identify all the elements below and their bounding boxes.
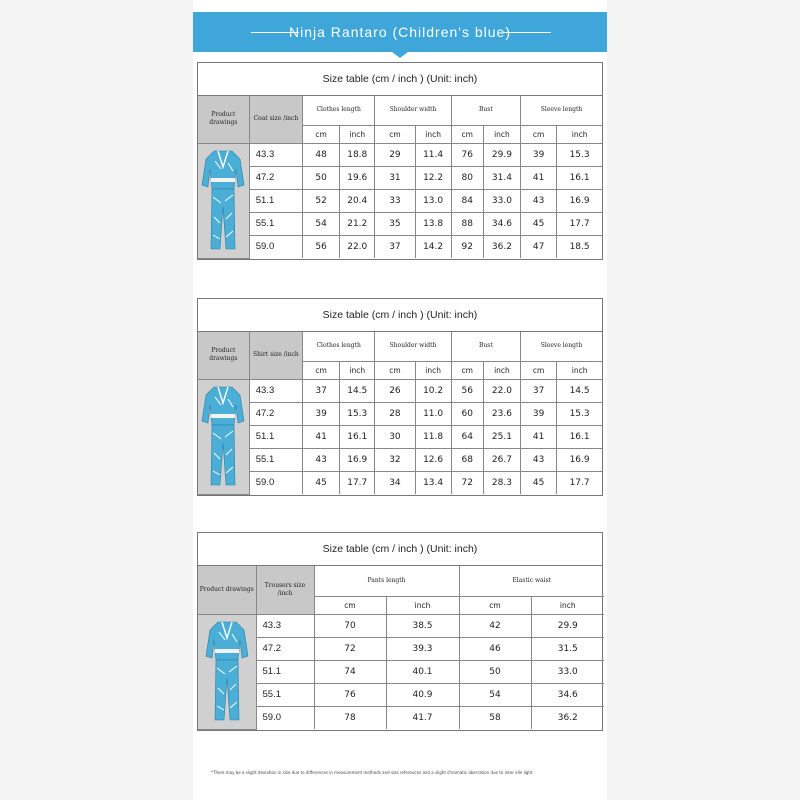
table-cell: 26.7 bbox=[483, 448, 520, 471]
size-value: 47.2 bbox=[249, 166, 302, 189]
title-banner bbox=[193, 12, 607, 52]
table-cell: 37 bbox=[302, 379, 339, 402]
table-cell: 64 bbox=[451, 425, 483, 448]
table-cell: 54 bbox=[302, 212, 339, 235]
table-cell: 11.8 bbox=[415, 425, 451, 448]
unit-header: cm bbox=[302, 125, 339, 143]
table-cell: 88 bbox=[451, 212, 483, 235]
unit-header: inch bbox=[415, 125, 451, 143]
table-cell: 16.9 bbox=[557, 448, 602, 471]
unit-header: inch bbox=[557, 361, 602, 379]
table-cell: 26 bbox=[375, 379, 415, 402]
table-cell: 54 bbox=[459, 683, 531, 706]
size-value: 51.1 bbox=[249, 189, 302, 212]
ninja-costume-icon bbox=[198, 379, 249, 494]
table-cell: 30 bbox=[375, 425, 415, 448]
ninja-costume-icon bbox=[198, 143, 249, 258]
table-cell: 14.5 bbox=[557, 379, 602, 402]
table-cell: 16.9 bbox=[340, 448, 375, 471]
table-cell: 52 bbox=[302, 189, 339, 212]
table-cell: 60 bbox=[451, 402, 483, 425]
table-cell: 41.7 bbox=[386, 706, 459, 729]
size-value: 47.2 bbox=[256, 637, 314, 660]
table-cell: 47 bbox=[521, 235, 557, 258]
table-cell: 43 bbox=[302, 448, 339, 471]
table-cell: 41 bbox=[302, 425, 339, 448]
table-cell: 23.6 bbox=[483, 402, 520, 425]
table-cell: 22.0 bbox=[483, 379, 520, 402]
ninja-costume-icon bbox=[200, 145, 246, 255]
group-header: Pants length bbox=[314, 566, 459, 596]
table-title: Size table (cm / inch ) (Unit: inch) bbox=[198, 63, 602, 96]
table-cell: 72 bbox=[451, 471, 483, 494]
table-cell: 15.3 bbox=[340, 402, 375, 425]
table-cell: 39 bbox=[521, 402, 557, 425]
unit-header: inch bbox=[531, 596, 604, 614]
group-header: Shoulder width bbox=[375, 96, 451, 125]
table-cell: 48 bbox=[302, 143, 339, 166]
footnote: *There may be a slight deviation in size due to differences in measurement methods and size references and a slight chromatic aberration due to inter elle light bbox=[211, 770, 533, 775]
table-cell: 31.5 bbox=[531, 637, 604, 660]
table-cell: 37 bbox=[521, 379, 557, 402]
unit-header: cm bbox=[375, 361, 415, 379]
table-cell: 17.7 bbox=[340, 471, 375, 494]
table-cell: 39.3 bbox=[386, 637, 459, 660]
table-cell: 34.6 bbox=[483, 212, 520, 235]
table-cell: 84 bbox=[451, 189, 483, 212]
unit-header: cm bbox=[459, 596, 531, 614]
table-cell: 18.8 bbox=[340, 143, 375, 166]
table-cell: 43 bbox=[521, 189, 557, 212]
table-cell: 15.3 bbox=[557, 402, 602, 425]
table-cell: 36.2 bbox=[483, 235, 520, 258]
table-cell: 34.6 bbox=[531, 683, 604, 706]
table-cell: 45 bbox=[521, 212, 557, 235]
size-value: 55.1 bbox=[249, 448, 302, 471]
size-value: 43.3 bbox=[256, 614, 314, 637]
table-cell: 25.1 bbox=[483, 425, 520, 448]
group-header: Shoulder width bbox=[375, 332, 451, 361]
table-cell: 42 bbox=[459, 614, 531, 637]
table-cell: 34 bbox=[375, 471, 415, 494]
unit-header: inch bbox=[557, 125, 602, 143]
table-cell: 29.9 bbox=[483, 143, 520, 166]
table-cell: 33.0 bbox=[483, 189, 520, 212]
product-drawings-header: Product drawings bbox=[198, 332, 249, 379]
size-chart-page bbox=[193, 0, 607, 800]
unit-header: cm bbox=[302, 361, 339, 379]
table-cell: 39 bbox=[521, 143, 557, 166]
table-cell: 28 bbox=[375, 402, 415, 425]
group-header: Bust bbox=[451, 96, 520, 125]
table-cell: 50 bbox=[302, 166, 339, 189]
table-cell: 37 bbox=[375, 235, 415, 258]
table-cell: 38.5 bbox=[386, 614, 459, 637]
unit-header: inch bbox=[415, 361, 451, 379]
size-header: Shirt size /inch bbox=[249, 332, 302, 379]
size-value: 51.1 bbox=[256, 660, 314, 683]
table-cell: 29.9 bbox=[531, 614, 604, 637]
table-title: Size table (cm / inch ) (Unit: inch) bbox=[198, 299, 602, 332]
unit-header: inch bbox=[340, 361, 375, 379]
table-cell: 45 bbox=[302, 471, 339, 494]
table-cell: 22.0 bbox=[340, 235, 375, 258]
table-cell: 56 bbox=[451, 379, 483, 402]
table-cell: 17.7 bbox=[557, 212, 602, 235]
table-cell: 76 bbox=[314, 683, 386, 706]
unit-header: cm bbox=[521, 361, 557, 379]
table-cell: 16.9 bbox=[557, 189, 602, 212]
product-drawings-header: Product drawings bbox=[198, 96, 249, 143]
table-cell: 40.1 bbox=[386, 660, 459, 683]
group-header: Sleeve length bbox=[521, 96, 602, 125]
table-cell: 13.8 bbox=[415, 212, 451, 235]
table-cell: 80 bbox=[451, 166, 483, 189]
table-cell: 19.6 bbox=[340, 166, 375, 189]
unit-header: cm bbox=[375, 125, 415, 143]
table-cell: 43 bbox=[521, 448, 557, 471]
table-title: Size table (cm / inch ) (Unit: inch) bbox=[198, 533, 602, 566]
ninja-costume-icon bbox=[202, 616, 252, 726]
table-cell: 72 bbox=[314, 637, 386, 660]
trousers-size-table bbox=[197, 532, 603, 731]
table-cell: 32 bbox=[375, 448, 415, 471]
group-header: Clothes length bbox=[302, 96, 374, 125]
size-value: 43.3 bbox=[249, 143, 302, 166]
unit-header: inch bbox=[386, 596, 459, 614]
ninja-costume-icon bbox=[198, 614, 256, 729]
table-cell: 29 bbox=[375, 143, 415, 166]
table-cell: 68 bbox=[451, 448, 483, 471]
table-cell: 46 bbox=[459, 637, 531, 660]
table-cell: 16.1 bbox=[557, 425, 602, 448]
table-cell: 36.2 bbox=[531, 706, 604, 729]
table-cell: 35 bbox=[375, 212, 415, 235]
product-drawings-header: Product drawings bbox=[198, 566, 256, 614]
unit-header: cm bbox=[451, 361, 483, 379]
size-value: 59.0 bbox=[256, 706, 314, 729]
size-value: 59.0 bbox=[249, 235, 302, 258]
table-cell: 56 bbox=[302, 235, 339, 258]
table-cell: 78 bbox=[314, 706, 386, 729]
group-header: Elastic waist bbox=[459, 566, 604, 596]
unit-header: inch bbox=[340, 125, 375, 143]
table-cell: 16.1 bbox=[340, 425, 375, 448]
size-header: Coat size /inch bbox=[249, 96, 302, 143]
group-header: Sleeve length bbox=[521, 332, 602, 361]
banner-title: Ninja Rantaro (Children's blue) bbox=[289, 24, 511, 40]
table-cell: 11.0 bbox=[415, 402, 451, 425]
group-header: Bust bbox=[451, 332, 520, 361]
unit-header: cm bbox=[521, 125, 557, 143]
table-cell: 12.6 bbox=[415, 448, 451, 471]
size-value: 59.0 bbox=[249, 471, 302, 494]
table-cell: 13.4 bbox=[415, 471, 451, 494]
table-cell: 28.3 bbox=[483, 471, 520, 494]
shirt-size-table bbox=[197, 298, 603, 496]
table-cell: 74 bbox=[314, 660, 386, 683]
table-cell: 70 bbox=[314, 614, 386, 637]
unit-header: cm bbox=[451, 125, 483, 143]
table-cell: 17.7 bbox=[557, 471, 602, 494]
table-cell: 40.9 bbox=[386, 683, 459, 706]
table-cell: 13.0 bbox=[415, 189, 451, 212]
size-header: Trousers size /inch bbox=[256, 566, 314, 614]
size-value: 55.1 bbox=[249, 212, 302, 235]
table-cell: 76 bbox=[451, 143, 483, 166]
banner-notch bbox=[392, 52, 408, 58]
table-cell: 50 bbox=[459, 660, 531, 683]
ninja-costume-icon bbox=[200, 381, 246, 491]
table-cell: 45 bbox=[521, 471, 557, 494]
table-cell: 20.4 bbox=[340, 189, 375, 212]
table-cell: 33 bbox=[375, 189, 415, 212]
unit-header: inch bbox=[483, 125, 520, 143]
table-cell: 14.2 bbox=[415, 235, 451, 258]
size-value: 51.1 bbox=[249, 425, 302, 448]
table-cell: 11.4 bbox=[415, 143, 451, 166]
table-cell: 33.0 bbox=[531, 660, 604, 683]
table-cell: 41 bbox=[521, 166, 557, 189]
table-cell: 41 bbox=[521, 425, 557, 448]
table-cell: 39 bbox=[302, 402, 339, 425]
table-cell: 12.2 bbox=[415, 166, 451, 189]
unit-header: cm bbox=[314, 596, 386, 614]
table-cell: 10.2 bbox=[415, 379, 451, 402]
table-cell: 16.1 bbox=[557, 166, 602, 189]
table-cell: 15.3 bbox=[557, 143, 602, 166]
table-cell: 58 bbox=[459, 706, 531, 729]
size-value: 55.1 bbox=[256, 683, 314, 706]
group-header: Clothes length bbox=[302, 332, 374, 361]
table-cell: 31 bbox=[375, 166, 415, 189]
table-cell: 18.5 bbox=[557, 235, 602, 258]
coat-size-table bbox=[197, 62, 603, 260]
size-value: 43.3 bbox=[249, 379, 302, 402]
unit-header: inch bbox=[483, 361, 520, 379]
size-value: 47.2 bbox=[249, 402, 302, 425]
table-cell: 31.4 bbox=[483, 166, 520, 189]
table-cell: 92 bbox=[451, 235, 483, 258]
table-cell: 14.5 bbox=[340, 379, 375, 402]
table-cell: 21.2 bbox=[340, 212, 375, 235]
